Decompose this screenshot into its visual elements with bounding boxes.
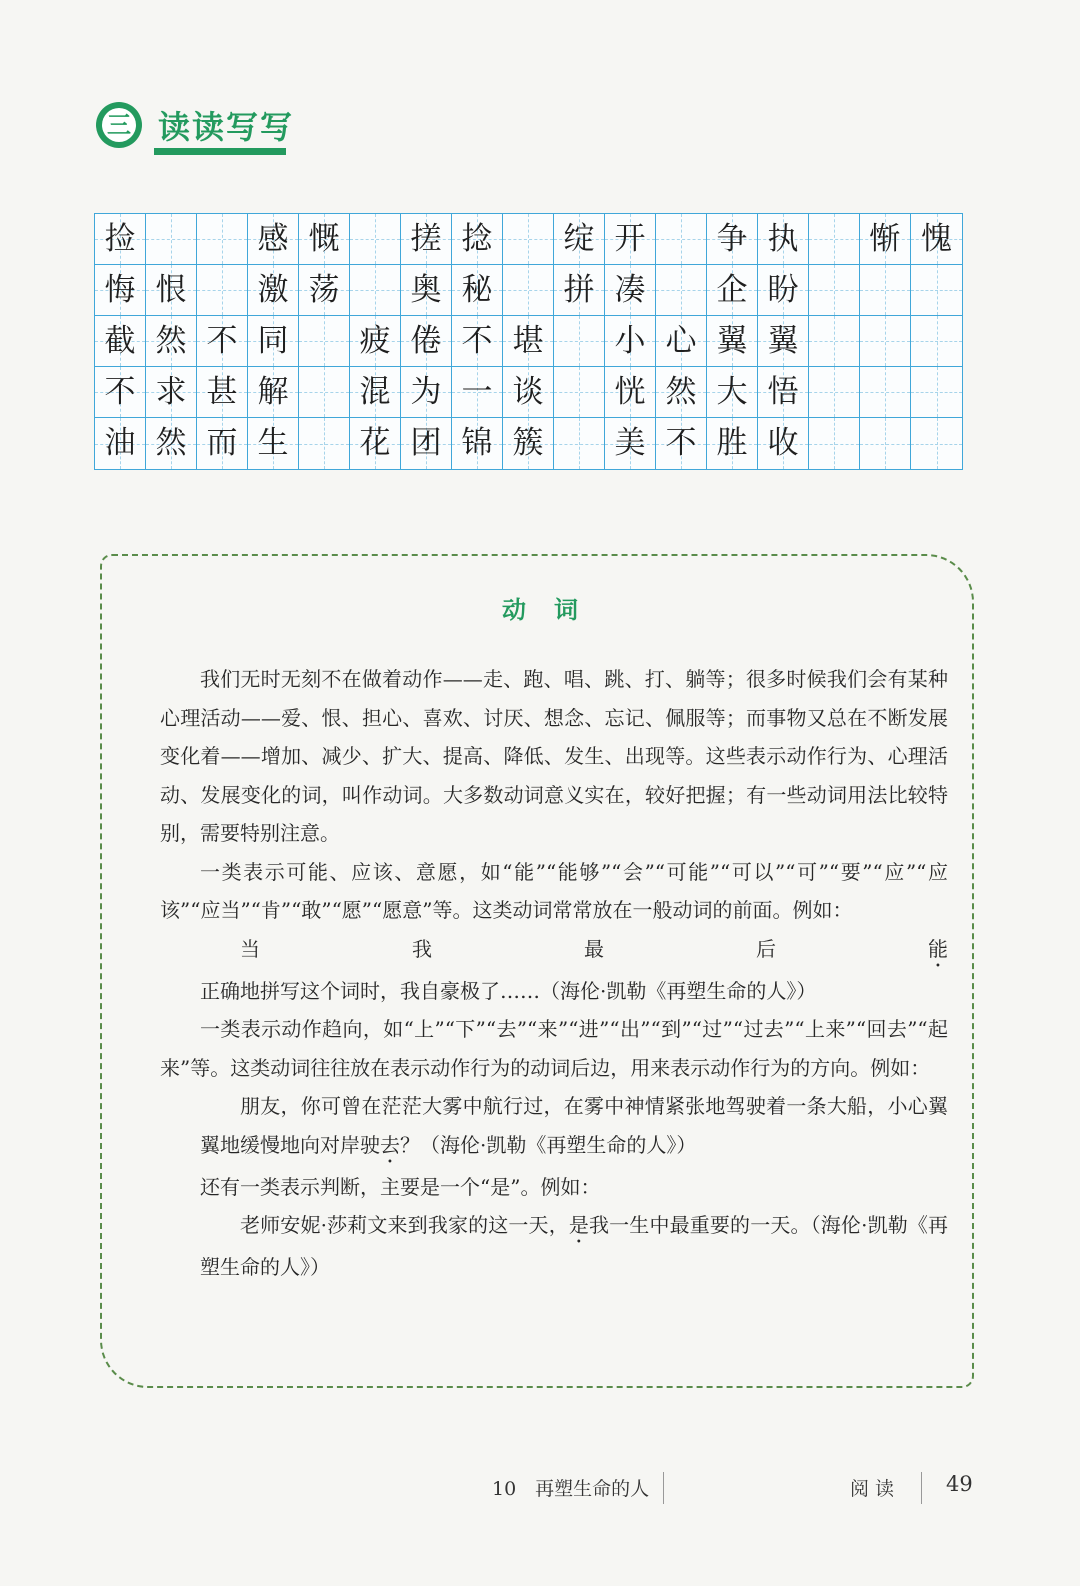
grid-character: 激 [257, 271, 289, 308]
grid-character: 大 [716, 373, 748, 410]
grid-cell [809, 418, 860, 469]
grid-character: 小 [614, 322, 646, 359]
grid-cell [860, 316, 911, 367]
grid-cell [95, 265, 146, 316]
page-number: 49 [946, 1472, 973, 1496]
grid-cell [605, 265, 656, 316]
grid-cell [197, 316, 248, 367]
grid-character: 花 [359, 425, 391, 461]
grid-cell [95, 367, 146, 418]
grid-character: 企 [716, 271, 748, 308]
example-directional [160, 1087, 948, 1168]
grid-character: 搓 [410, 220, 442, 257]
grid-cell [809, 214, 860, 265]
section-number-badge [96, 102, 142, 148]
grid-character: 混 [359, 373, 391, 410]
page-footer [0, 1472, 1080, 1508]
grid-character: 为 [410, 373, 442, 410]
grid-character: 感 [257, 220, 289, 257]
grid-cell [299, 418, 350, 469]
grid-character: 恍 [614, 373, 646, 410]
grid-character: 甚 [206, 373, 238, 410]
grid-cell [95, 418, 146, 469]
section-title-underline [154, 148, 286, 155]
grid-character: 慨 [308, 220, 340, 257]
grid-cell [656, 367, 707, 418]
grid-cell [605, 214, 656, 265]
grid-cell [860, 367, 911, 418]
grid-cell [758, 316, 809, 367]
grid-cell [452, 367, 503, 418]
grid-cell [911, 316, 962, 367]
grid-cell [656, 265, 707, 316]
grid-cell [350, 367, 401, 418]
grid-cell [350, 418, 401, 469]
grid-character: 秘 [461, 271, 493, 308]
paragraph-directional-verbs: 一类表示动作趋向，如“上”“下”“去”“来”“进”“出”“到”“过”“过去”“上来”“回去”“起来”等。这类动词往往放在表示动作行为的动词后边，用来表示动作行为的方向。例如： [160, 1017, 948, 1080]
example-text: 正确地拼写这个词时，我自豪极了……（海伦·凯勒《再塑生命的人》） [200, 978, 817, 1003]
grid-character: 同 [257, 322, 289, 359]
grid-cell [146, 316, 197, 367]
paragraph-judgment-verb: 还有一类表示判断，主要是一个“是”。例如： [200, 1174, 601, 1199]
grid-character: 荡 [308, 271, 340, 308]
grid-cell [350, 214, 401, 265]
grid-character: 开 [614, 220, 646, 257]
example-text: 当我最后 [240, 936, 928, 961]
grid-character: 然 [155, 322, 187, 359]
emphasized-word: 是 [568, 1213, 590, 1237]
grid-character: 生 [257, 425, 289, 461]
grid-cell [197, 367, 248, 418]
grid-character: 然 [155, 425, 187, 461]
grid-character: 美 [614, 425, 646, 461]
grid-cell [605, 316, 656, 367]
example-judgment [160, 1206, 948, 1287]
grid-character: 团 [410, 425, 442, 461]
section-header [96, 100, 296, 160]
grid-cell [248, 316, 299, 367]
grid-character: 不 [461, 322, 493, 359]
grid-character: 簇 [512, 425, 544, 461]
grid-character: 悔 [104, 271, 136, 308]
grid-cell [503, 367, 554, 418]
grid-cell [350, 316, 401, 367]
grid-character: 堪 [512, 322, 544, 359]
grid-character: 盼 [767, 271, 799, 308]
grid-character: 绽 [563, 220, 595, 257]
grid-character: 解 [257, 373, 289, 410]
grid-cell [656, 316, 707, 367]
grid-cell [503, 265, 554, 316]
grid-cell [95, 214, 146, 265]
grid-character: 然 [665, 373, 697, 410]
grid-cell [299, 265, 350, 316]
grid-character: 一 [461, 373, 493, 410]
example-text: 老师安妮·莎莉文来到我家的这一天， [240, 1213, 569, 1237]
grid-cell [860, 418, 911, 469]
grid-cell [503, 214, 554, 265]
grid-cell [707, 265, 758, 316]
grid-cell [554, 214, 605, 265]
grid-cell [401, 316, 452, 367]
grid-character: 不 [104, 373, 136, 410]
grid-cell [911, 214, 962, 265]
grid-cell [197, 214, 248, 265]
grid-cell [809, 367, 860, 418]
grid-character: 奥 [410, 271, 442, 308]
lesson-title: 10 再塑生命的人 [492, 1478, 650, 1500]
grid-character: 疲 [359, 322, 391, 359]
footer-divider [921, 1472, 922, 1504]
grid-cell [401, 418, 452, 469]
grid-cell [707, 214, 758, 265]
grid-character: 翼 [716, 322, 748, 359]
grid-cell [809, 265, 860, 316]
example-modal [160, 930, 948, 1011]
word-grid [94, 213, 963, 470]
grid-cell [248, 418, 299, 469]
example-text: ？（海伦·凯勒《再塑生命的人》） [400, 1132, 697, 1157]
grid-cell [299, 367, 350, 418]
grid-character: 而 [206, 425, 238, 461]
grid-character: 执 [767, 220, 799, 257]
paragraph-modal-verbs: 一类表示可能、应该、意愿，如“能”“能够”“会”“可能”“可以”“可”“要”“应”“应该”“应当”“肯”“敢”“愿”“愿意”等。这类动词常常放在一般动词的前面。例如： [160, 859, 948, 922]
grid-cell [758, 265, 809, 316]
paragraph-intro: 我们无时无刻不在做着动作——走、跑、唱、跳、打、躺等；很多时候我们会有某种心理活动——爱、恨、担心、喜欢、讨厌、想念、忘记、佩服等；而事物又总在不断发展变化着——增加、减少、扩大、提高、降低、发生、出现等。这些表示动作行为、心理活动、发展变化的词，叫作动词。大多数动词意义实在，较好把握；有一些动词用法比较特别，需要特别注意。 [160, 667, 948, 845]
grid-cell [554, 265, 605, 316]
knowledge-title: 动词 [502, 595, 606, 624]
grid-character: 锦 [461, 425, 493, 461]
grid-character: 不 [206, 322, 238, 359]
grid-cell [656, 418, 707, 469]
grid-cell [656, 214, 707, 265]
grid-cell [350, 265, 401, 316]
grid-cell [911, 418, 962, 469]
grid-cell [809, 316, 860, 367]
grid-character: 恨 [155, 271, 187, 308]
grid-cell [197, 265, 248, 316]
grid-cell [452, 316, 503, 367]
grid-character: 胜 [716, 425, 748, 461]
grid-cell [707, 316, 758, 367]
grid-character: 截 [104, 322, 136, 359]
grid-character: 心 [665, 322, 697, 359]
grid-cell [503, 418, 554, 469]
grid-character: 翼 [767, 322, 799, 359]
grid-cell [299, 316, 350, 367]
grid-character: 惭 [869, 220, 901, 257]
grid-character: 不 [665, 425, 697, 461]
grid-cell [146, 367, 197, 418]
grid-cell [554, 418, 605, 469]
grid-cell [452, 418, 503, 469]
grid-character: 收 [767, 425, 799, 461]
section-title: 读读写写 [158, 108, 295, 146]
grid-cell [554, 316, 605, 367]
grid-cell [452, 214, 503, 265]
grid-cell [248, 367, 299, 418]
grid-character: 求 [155, 373, 187, 410]
grid-cell [146, 418, 197, 469]
grid-character: 捻 [461, 220, 493, 257]
grid-cell [554, 367, 605, 418]
unit-part: 阅读 [850, 1478, 901, 1500]
grid-cell [860, 214, 911, 265]
grid-character: 争 [716, 220, 748, 257]
grid-cell [758, 214, 809, 265]
grid-cell [95, 316, 146, 367]
grid-character: 悟 [767, 373, 799, 410]
grid-character: 拼 [563, 271, 595, 308]
example-text: 朋友，你可曾在茫茫大雾中航行过，在雾中神情紧张地驾驶着一条大船，小心翼翼地缓慢地向对岸驶 [200, 1094, 948, 1157]
grid-cell [401, 265, 452, 316]
grid-character: 倦 [410, 322, 442, 359]
emphasized-word: 能 [928, 936, 948, 961]
grid-cell [248, 214, 299, 265]
grid-cell [758, 367, 809, 418]
grid-cell [605, 418, 656, 469]
grid-cell [452, 265, 503, 316]
section-number: 三 [102, 108, 136, 142]
grid-character: 谈 [512, 373, 544, 410]
grid-cell [146, 265, 197, 316]
example-text: 我一生中最重要的一天。（海伦·凯勒《再塑生命的人》） [200, 1213, 949, 1279]
grid-character: 愧 [921, 220, 952, 257]
grid-cell [605, 367, 656, 418]
grid-cell [401, 214, 452, 265]
grid-cell [758, 418, 809, 469]
grid-character: 捡 [104, 220, 136, 257]
grid-character: 凑 [614, 271, 646, 308]
grid-cell [911, 265, 962, 316]
grid-cell [707, 367, 758, 418]
grid-cell [401, 367, 452, 418]
grid-cell [911, 367, 962, 418]
grid-character: 油 [104, 425, 136, 461]
grid-cell [248, 265, 299, 316]
grid-cell [707, 418, 758, 469]
grid-cell [197, 418, 248, 469]
grid-cell [299, 214, 350, 265]
footer-divider [663, 1472, 664, 1504]
grid-cell [146, 214, 197, 265]
knowledge-body [160, 660, 948, 1287]
emphasized-word: 去 [380, 1132, 400, 1157]
grid-cell [860, 265, 911, 316]
grid-cell [503, 316, 554, 367]
